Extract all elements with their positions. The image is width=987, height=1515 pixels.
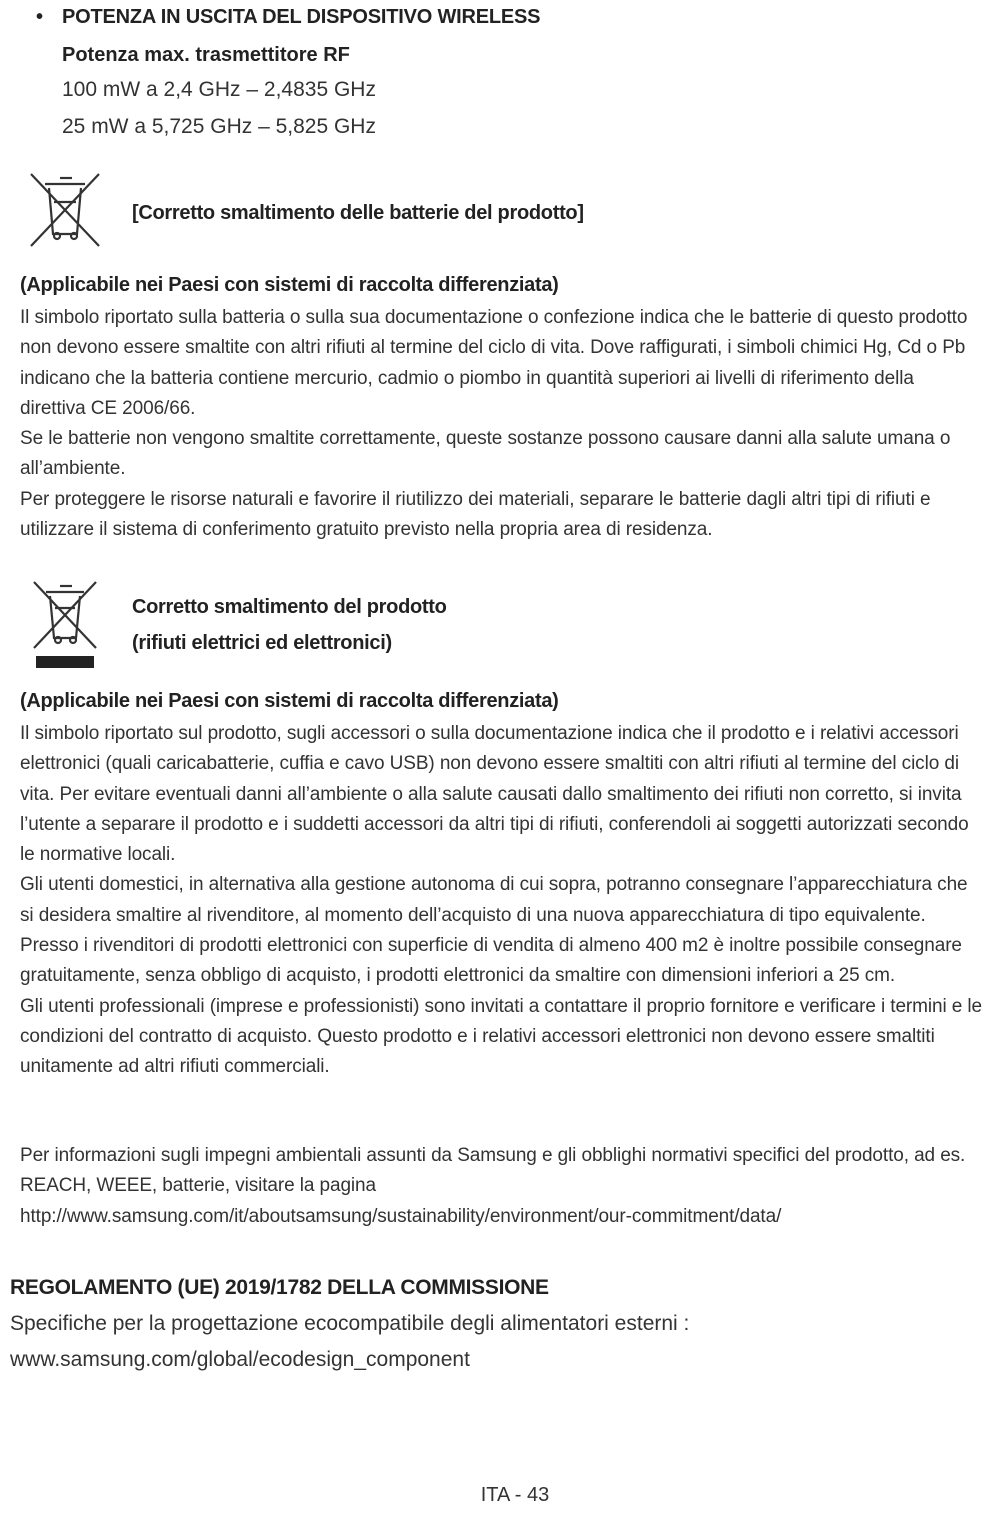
weee-body [20, 719, 982, 1083]
spec-line: 25 mW a 5,725 GHz – 5,825 GHz [62, 115, 376, 138]
samsung-info [20, 1141, 982, 1232]
battery-paragraph: Per proteggere le risorse naturali e favorire il riutilizzo dei materiali, separare le batterie dagli altri tipi di rifiuti e utilizzare il sistema di conferimento gratuito previsto nella propria area di residenza. [20, 488, 931, 541]
battery-applicable-note: (Applicabile nei Paesi con sistemi di raccolta differenziata) [20, 274, 559, 296]
page-number: ITA - 43 [480, 1484, 550, 1506]
crossed-bin-icon [24, 170, 106, 250]
spec-line: 100 mW a 2,4 GHz – 2,4835 GHz [62, 78, 376, 101]
weee-paragraph: Gli utenti domestici, in alternativa alla gestione autonoma di cui sopra, potranno consegnare l’apparecchiatura che si desidera smaltire al rivenditore, al momento dell’acquisto di una nuova apparecchiatura di tipo equivalente. Presso i rivenditori di prodotti elettronici con superficie di vendita di almeno 400 m2 è inoltre possibile consegnare gratuitamente, senza obbligo di acquisto, i prodotti elettronici da smaltire con dimensioni inferiori a 25 cm. [20, 874, 968, 987]
weee-disposal-subtitle: (rifiuti elettrici ed elettronici) [132, 632, 392, 654]
regulation-text: Specifiche per la progettazione ecocompatibile degli alimentatori esterni : [10, 1312, 690, 1335]
weee-disposal-title: Corretto smaltimento del prodotto [132, 596, 447, 618]
battery-paragraph: Il simbolo riportato sulla batteria o sulla sua documentazione o confezione indica che le batterie di questo prodotto non devono essere smaltite con altri rifiuti al termine del ciclo di vita. Dove raffigurati, i simboli chimici Hg, Cd o Pb indicano che la batteria contiene mercurio, cadmio o piombo in quantità superiori ai livelli di riferimento della direttiva CE 2006/66. [20, 307, 968, 419]
rf-power-subtitle: Potenza max. trasmettitore RF [62, 44, 350, 66]
samsung-info-text: Per informazioni sugli impegni ambientali assunti da Samsung e gli obblighi normativi specifici del prodotto, ad es. REACH, WEEE, batterie, visitare la pagina [20, 1145, 966, 1197]
battery-disposal-title: [Corretto smaltimento delle batterie del prodotto] [132, 202, 584, 224]
weee-paragraph: Il simbolo riportato sul prodotto, sugli accessori o sulla documentazione indica che il prodotto e i relativi accessori elettronici (quali caricabatterie, cuffia e cavo USB) non devono essere smaltiti con altri rifiuti al termine del ciclo di vita. Per evitare eventuali danni all’ambiente o alla salute causati dallo smaltimento dei rifiuti non corretto, si invita l’utente a separare il prodotto e i suddetti accessori da altri tipi di rifiuti, conferendoli ai soggetti autorizzati secondo le normative locali. [20, 723, 969, 866]
wireless-section-title: • POTENZA IN USCITA DEL DISPOSITIVO WIRELESS [36, 6, 541, 28]
weee-paragraph: Gli utenti professionali (imprese e professionisti) sono invitati a contattare il proprio fornitore e verificare i termini e le condizioni del contratto di acquisto. Questo prodotto e i relativi accessori elettronici non devono essere smaltiti unitamente ad altri rifiuti commerciali. [20, 995, 983, 1078]
battery-body [20, 303, 982, 545]
samsung-info-link[interactable]: http://www.samsung.com/it/aboutsamsung/sustainability/environment/our-commitment/data/ [20, 1205, 782, 1227]
crossed-bin-with-bar-icon [24, 580, 106, 672]
battery-paragraph: Se le batterie non vengono smaltite correttamente, queste sostanze possono causare danni alla salute umana o all’ambiente. [20, 428, 951, 480]
regulation-link[interactable]: www.samsung.com/global/ecodesign_component [10, 1348, 470, 1371]
regulation-title: REGOLAMENTO (UE) 2019/1782 DELLA COMMISSIONE [10, 1276, 549, 1299]
weee-applicable-note: (Applicabile nei Paesi con sistemi di raccolta differenziata) [20, 690, 559, 712]
